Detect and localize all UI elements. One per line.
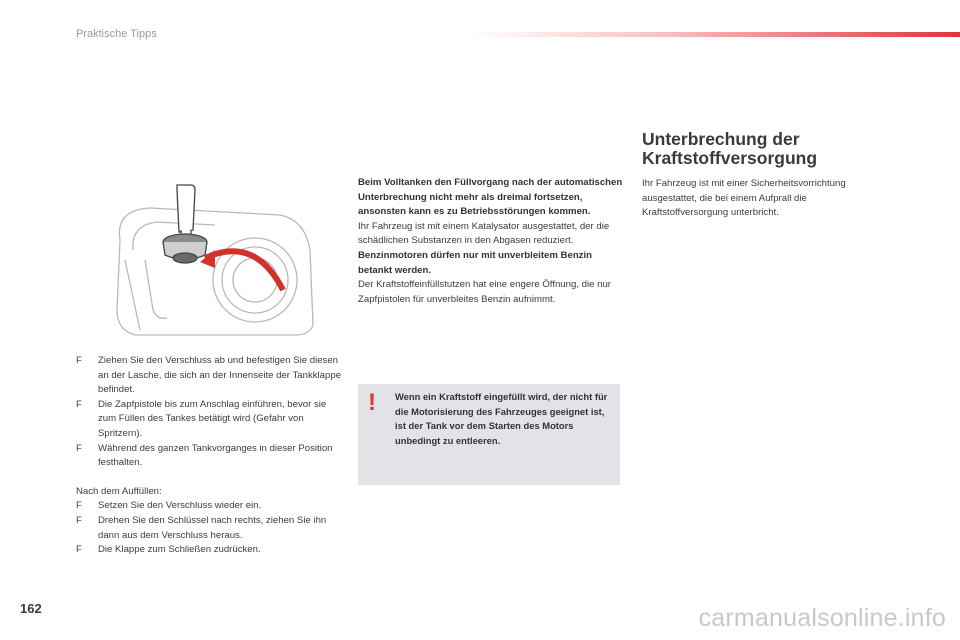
bullet-icon: F <box>76 398 82 410</box>
section-title: Unterbrechung der Kraftstoffversorgung <box>642 129 818 168</box>
list-item-text: Während des ganzen Tankvorganges in dieser Position festhalten. <box>98 442 333 469</box>
watermark: carmanualsonline.info <box>698 604 946 632</box>
list-item <box>76 354 346 398</box>
refuel-warning-bold: Beim Volltanken den Füllvorgang nach der automatischen Unterbrechung nicht mehr als dreimal fortsetzen, ansonsten kann es zu Betriebsstörungen kommen. <box>358 177 623 218</box>
bullet-icon: F <box>76 355 82 366</box>
bullet-icon: F <box>76 544 82 556</box>
bullet-icon: F <box>76 442 82 454</box>
list-item <box>76 499 346 514</box>
key-icon <box>177 185 195 238</box>
fuel-cap-illustration <box>105 180 330 340</box>
list-item <box>76 543 346 558</box>
cap-icon <box>163 234 207 263</box>
header-accent-bar <box>470 32 960 37</box>
list-item <box>76 398 346 442</box>
list-item-text: Die Klappe zum Schließen zudrücken. <box>98 544 261 556</box>
bullet-icon: F <box>76 514 82 526</box>
bullet-icon: F <box>76 500 82 512</box>
list-item <box>76 514 346 543</box>
page-number: 162 <box>20 601 42 616</box>
turn-arrow-icon <box>205 251 283 290</box>
after-refuel-heading: Nach dem Auffüllen: <box>76 485 162 497</box>
warning-box <box>358 384 620 485</box>
filler-neck-text: Der Kraftstoffeinfüllstutzen hat eine engere Öffnung, die nur Zapfpistolen für unverbleites Benzin aufnimmt. <box>358 279 611 305</box>
warning-icon: ! <box>368 389 376 416</box>
list-item-text: Setzen Sie den Verschluss wieder ein. <box>98 500 262 512</box>
catalyst-text: Ihr Fahrzeug ist mit einem Katalysator ausgestattet, der die schädlichen Substanzen in den Abgasen reduziert. <box>358 220 610 247</box>
section-text: Ihr Fahrzeug ist mit einer Sicherheitsvorrichtung ausgestattet, die bei einem Aufprall die Kraftstoffversorgung unterbricht. <box>642 178 846 219</box>
warning-text: Wenn ein Kraftstoff eingefüllt wird, der nicht für die Motorisierung des Fahrzeuges geeignet ist, ist der Tank vor dem Starten des Motors unbedingt zu entleeren. <box>395 391 608 446</box>
list-item-text: Drehen Sie den Schlüssel nach rechts, ziehen Sie ihn dann aus dem Verschluss heraus. <box>98 514 327 541</box>
unleaded-bold: Benzinmotoren dürfen nur mit unverbleitem Benzin betankt werden. <box>358 249 592 276</box>
left-column <box>76 354 346 558</box>
list-item <box>76 442 346 471</box>
section-header: Praktische Tipps <box>76 28 157 40</box>
list-item-text: Die Zapfpistole bis zum Anschlag einführen, bevor sie zum Füllen des Tankes betätigt wird (Gefahr von Spritzern). <box>98 398 327 439</box>
list-item-text: Ziehen Sie den Verschluss ab und befestigen Sie diesen an der Lasche, die sich an der Innenseite der Tankklappe befindet. <box>98 355 342 396</box>
middle-column <box>358 176 623 307</box>
